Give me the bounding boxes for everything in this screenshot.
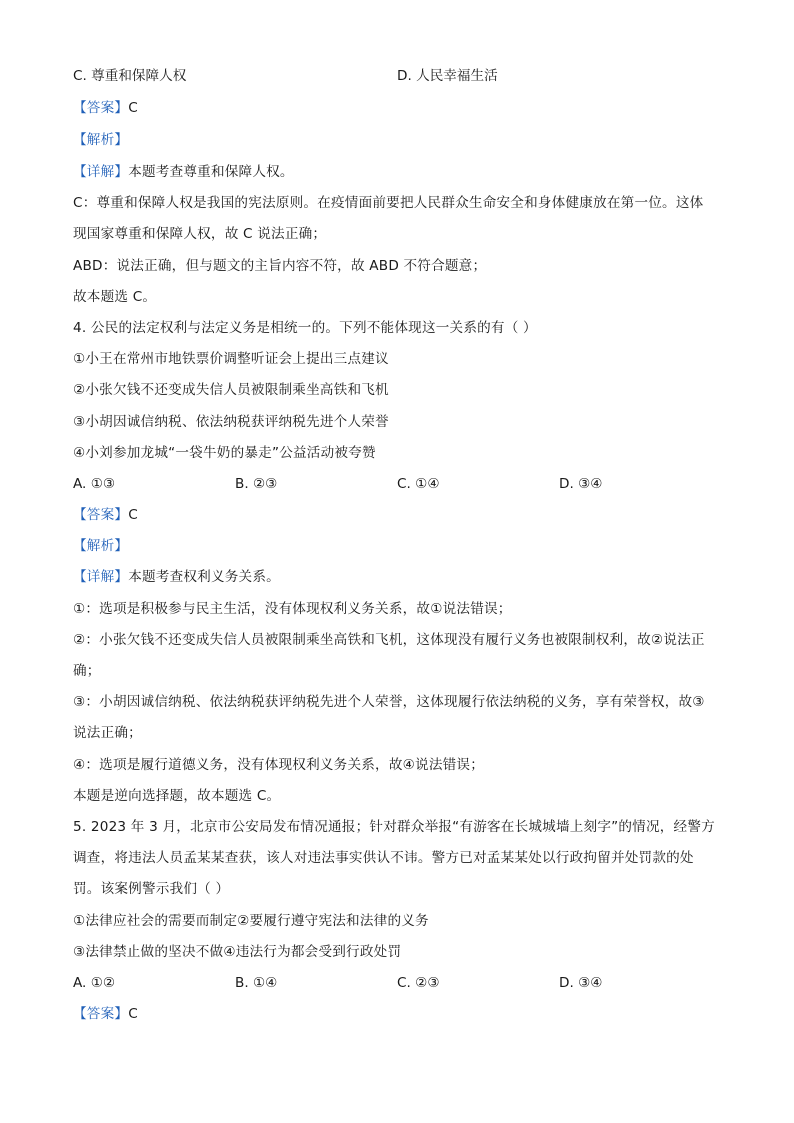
q3-detail	[73, 162, 294, 182]
q4-option-c: C. ①④	[397, 476, 440, 492]
analysis-tag: 【解析】	[73, 538, 129, 554]
q4-option-a: A. ①③	[73, 476, 116, 492]
q4-answer	[73, 505, 138, 525]
q4-item: ③小胡因诚信纳税、依法纳税获评纳税先进个人荣誉	[73, 414, 389, 430]
q3-option-c: C. 尊重和保障人权	[73, 68, 187, 84]
q5-option-c: C. ②③	[397, 975, 440, 991]
q5-option-a: A. ①②	[73, 975, 116, 991]
detail-text: 本题考查尊重和保障人权。	[128, 164, 294, 180]
q4-analysis-tag	[73, 536, 128, 556]
q3-explanation-line: 故本题选 C。	[73, 289, 157, 305]
q4-explanation-line: 本题是逆向选择题，故本题选 C。	[73, 788, 281, 804]
detail-tag: 【详解】	[73, 569, 129, 585]
answer-value: C	[128, 1006, 138, 1022]
q5-stem-line: 5. 2023 年 3 月，北京市公安局发布情况通报；针对群众举报“有游客在长城城墙上刻字”的情况，经警方	[73, 819, 715, 835]
q4-explanation-line: ①：选项是积极参与民主生活，没有体现权利义务关系，故①说法错误；	[73, 601, 512, 617]
q5-stem-line: 罚。该案例警示我们（ ）	[73, 881, 230, 897]
q4-option-d: D. ③④	[559, 476, 603, 492]
q3-option-d: D. 人民幸福生活	[397, 68, 498, 84]
q4-detail	[73, 567, 280, 587]
answer-tag: 【答案】	[73, 100, 129, 116]
q4-option-b: B. ②③	[235, 476, 278, 492]
analysis-tag: 【解析】	[73, 132, 129, 148]
q5-item: ①法律应社会的需要而制定②要履行遵守宪法和法律的义务	[73, 913, 429, 929]
detail-text: 本题考查权利义务关系。	[128, 569, 280, 585]
detail-tag: 【详解】	[73, 164, 129, 180]
q5-option-d: D. ③④	[559, 975, 603, 991]
q3-explanation-line: ABD：说法正确，但与题文的主旨内容不符，故 ABD 不符合题意；	[73, 258, 487, 274]
q4-stem: 4. 公民的法定权利与法定义务是相统一的。下列不能体现这一关系的有（ ）	[73, 320, 537, 336]
q4-item: ②小张欠钱不还变成失信人员被限制乘坐高铁和飞机	[73, 382, 389, 398]
q5-stem-line: 调查，将违法人员孟某某查获，该人对违法事实供认不讳。警方已对孟某某处以行政拘留并处罚款的处	[73, 850, 694, 866]
q4-explanation-line: ③：小胡因诚信纳税、依法纳税获评纳税先进个人荣誉，这体现履行依法纳税的义务，享有荣誉权，故③	[73, 694, 705, 710]
q3-explanation-line: C：尊重和保障人权是我国的宪法原则。在疫情面前要把人民群众生命安全和身体健康放在第一位。这体	[73, 195, 704, 211]
answer-value: C	[128, 507, 138, 523]
q4-explanation-line: 说法正确；	[73, 725, 142, 741]
answer-tag: 【答案】	[73, 1006, 129, 1022]
q3-answer	[73, 98, 138, 118]
q4-explanation-line: 确；	[73, 663, 101, 679]
q4-explanation-line: ②：小张欠钱不还变成失信人员被限制乘坐高铁和飞机，这体现没有履行义务也被限制权利，故②说法正	[73, 632, 705, 648]
q4-item: ④小刘参加龙城“一袋牛奶的暴走”公益活动被夸赞	[73, 445, 376, 461]
q3-explanation-line: 现国家尊重和保障人权，故 C 说法正确；	[73, 226, 327, 242]
q5-item: ③法律禁止做的坚决不做④违法行为都会受到行政处罚	[73, 944, 402, 960]
q5-answer	[73, 1004, 138, 1024]
q4-item: ①小王在常州市地铁票价调整听证会上提出三点建议	[73, 351, 389, 367]
answer-value: C	[128, 100, 138, 116]
q3-analysis-tag	[73, 130, 128, 150]
q4-explanation-line: ④：选项是履行道德义务，没有体现权利义务关系，故④说法错误；	[73, 757, 484, 773]
answer-tag: 【答案】	[73, 507, 129, 523]
q5-option-b: B. ①④	[235, 975, 278, 991]
